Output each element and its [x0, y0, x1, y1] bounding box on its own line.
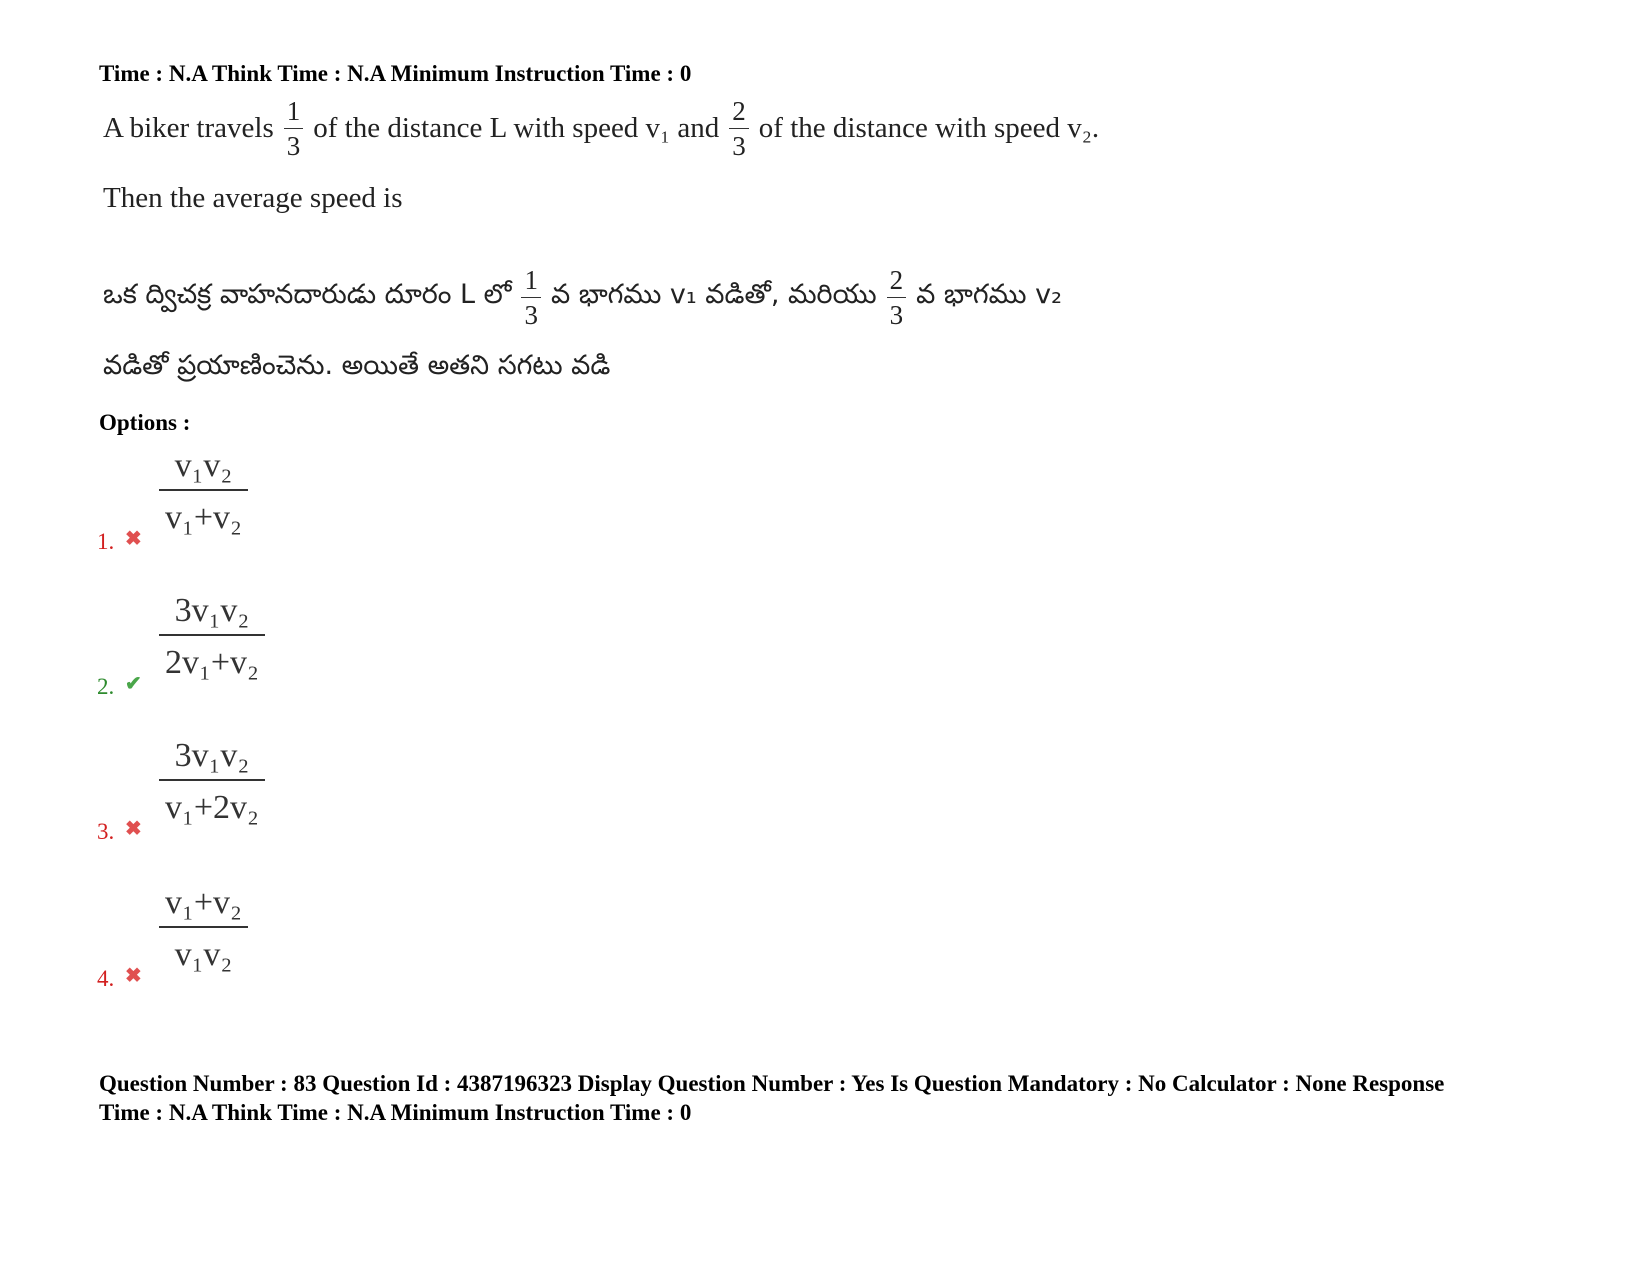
option-number: 4.: [97, 966, 115, 991]
cross-icon: ✖: [125, 818, 142, 840]
option-numerator: v₁+v₂: [165, 884, 242, 921]
option-number: 1.: [97, 529, 115, 554]
fraction-denominator: 3: [732, 131, 746, 161]
question-text-en-part2: of the distance L with speed v₁ and: [313, 112, 720, 144]
question-text-en-part3: of the distance with speed v₂.: [758, 112, 1100, 144]
fraction-bar: [729, 128, 749, 129]
fraction-one-third-te: [521, 265, 541, 330]
fraction-denominator: 3: [524, 300, 538, 330]
option-4[interactable]: [97, 882, 497, 992]
fraction-bar: [159, 634, 265, 636]
fraction-denominator: 3: [286, 131, 301, 161]
question-text-en-line1: [103, 96, 1099, 161]
question-text-te-part3: వ భాగము v₂: [916, 278, 1062, 310]
next-question-meta: Question Number : 83 Question Id : 4387196323 Display Question Number : Yes Is Question Mandatory : No Calculator : None Response: [99, 1071, 1445, 1096]
option-number: 2.: [97, 674, 115, 699]
fraction-numerator: 2: [732, 96, 746, 126]
fraction-bar: [159, 489, 248, 491]
question-text-te-part1: ఒక ద్విచక్ర వాహనదారుడు దూరం L లో: [103, 278, 512, 310]
cross-icon: ✖: [125, 965, 142, 987]
option-2[interactable]: [97, 590, 497, 700]
option-fraction: [159, 735, 265, 829]
option-numerator: v₁v₂: [174, 447, 233, 484]
fraction-bar: [521, 297, 541, 298]
fraction-one-third: [284, 96, 304, 161]
options-label: Options :: [99, 410, 191, 435]
question-text-te-line1: [103, 265, 1062, 330]
cross-icon: ✖: [125, 528, 142, 550]
option-fraction: [159, 445, 248, 539]
fraction-bar: [159, 926, 248, 928]
fraction-numerator: 1: [524, 265, 538, 295]
fraction-two-thirds-te: [887, 265, 907, 330]
option-fraction: [159, 882, 248, 976]
option-number: 3.: [97, 819, 115, 844]
fraction-two-thirds: [729, 96, 749, 161]
next-question-meta-time: Time : N.A Think Time : N.A Minimum Instruction Time : 0: [99, 1100, 692, 1125]
option-3[interactable]: [97, 735, 497, 845]
option-numerator: 3v₁v₂: [174, 737, 250, 774]
checkmark-icon: ✔: [125, 673, 142, 695]
question-text-en-part1: A biker travels: [103, 112, 274, 144]
option-fraction: [159, 590, 265, 684]
option-denominator: 2v₁+v₂: [165, 644, 259, 681]
option-1[interactable]: [97, 445, 497, 555]
question-meta-time: Time : N.A Think Time : N.A Minimum Instruction Time : 0: [99, 61, 692, 86]
fraction-numerator: 1: [286, 96, 301, 126]
option-denominator: v₁+2v₂: [165, 789, 259, 826]
option-denominator: v₁+v₂: [165, 499, 242, 536]
option-numerator: 3v₁v₂: [174, 592, 250, 629]
fraction-numerator: 2: [889, 265, 904, 295]
fraction-bar: [887, 297, 907, 298]
fraction-denominator: 3: [889, 300, 904, 330]
option-denominator: v₁v₂: [174, 936, 233, 973]
question-text-en-line2: Then the average speed is: [103, 182, 403, 214]
question-text-te-line2: వడితో ప్రయాణించెను. అయితే అతని సగటు వడి: [103, 350, 611, 381]
fraction-bar: [159, 779, 265, 781]
question-text-te-part2: వ భాగము v₁ వడితో, మరియు: [550, 278, 877, 310]
fraction-bar: [284, 128, 304, 129]
